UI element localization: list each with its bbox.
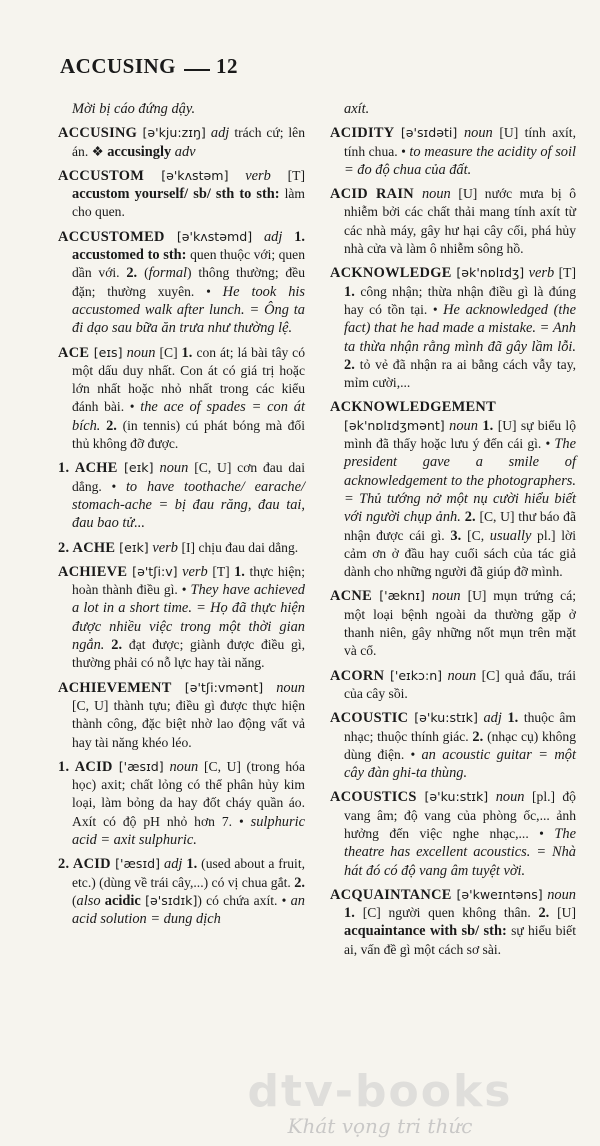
headword: ACIDITY (330, 125, 401, 142)
part-of-speech: noun (263, 679, 305, 696)
example-text: to measure the acidity of soil = đo độ chua của đất. (344, 143, 576, 178)
part-of-speech: noun (444, 417, 483, 434)
headword: 2. ACID (58, 856, 116, 873)
pronunciation: [ək'nɒlɪdʒ] (456, 265, 525, 281)
part-of-speech: noun (163, 758, 205, 775)
bold-text: 1. (507, 710, 524, 727)
part-of-speech: noun (122, 344, 160, 361)
page-number: 12 (216, 54, 239, 78)
example-text: sulphuric acid = axit sulphuric. (72, 813, 305, 848)
part-of-speech: adj (252, 228, 295, 245)
bold-text: 1. (344, 283, 361, 300)
headword: ACKNOWLEDGE (330, 265, 457, 282)
example-text: also (76, 892, 101, 909)
part-of-speech: adj (160, 856, 187, 873)
definition-text: con át; lá bài tây có một dấu duy nhất. Con át có giá trị hoặc lớn nhất hoặc nhỏ nhất trong các kiểu đánh bài. • (72, 344, 306, 415)
dictionary-entry (58, 124, 305, 161)
pronunciation: [ə'ku:stɪk] (414, 710, 478, 726)
bold-text: acidic (104, 892, 146, 909)
dictionary-entry (58, 539, 305, 557)
example-text: an acid solution = dung dịch (72, 892, 305, 928)
bold-text: 2. (294, 874, 305, 891)
headword: 2. ACHE (58, 539, 120, 556)
definition-text: [U] (557, 905, 576, 921)
part-of-speech: noun (442, 667, 482, 684)
dictionary-entry (58, 563, 305, 673)
dictionary-entry (330, 185, 576, 258)
definition-text: [C, U] thành tựu; điều gì được thực hiện thành công, đặc biệt nhờ lao động vất vả hay tài năng khéo léo. (72, 697, 305, 750)
definition-text: [U] nước mưa bị ô nhiễm bởi các chất thải mang tính axít từ các nhà máy, gây hư hại cây cối, phá hủy nhà cửa và làm ô nhiễm sông hồ. (344, 186, 576, 257)
definition-text: ( (144, 265, 149, 281)
definition-text: [pl.] độ vang âm; độ vang của phòng ốc,... ảnh hưởng đến việc nghe nhạc,... • (344, 789, 576, 841)
dictionary-entry (58, 344, 305, 454)
definition-text: thuộc âm nhạc; thuộc thính giác. (344, 710, 576, 744)
definition-text: ( (72, 892, 77, 908)
definition-text: [T] (558, 265, 576, 281)
definition-text: [U] mụn trứng cá; một loại bệnh ngoài da thường gặp ở thanh niên, gây những nốt mụn trên mặt và cổ. (344, 588, 577, 659)
example-text: usually (489, 527, 532, 544)
pronunciation: ['æknɪ] (379, 588, 425, 604)
definition-text: pl.] lời cảm ơn ở đầu hay cuối sách của tác giả dành cho những người đã giúp đỡ mình. (344, 527, 576, 580)
definition-text: [C, (467, 527, 490, 543)
bold-text: 1. (181, 344, 197, 361)
definition-text: [U] tính axít, tính chua. • (344, 125, 576, 159)
pronunciation: [ə'sɪdəti] (400, 125, 458, 141)
bold-text: 2. (106, 417, 123, 434)
pronunciation: [ə'tʃi:vmənt] (184, 679, 264, 695)
example-text: Mời bị cáo đứng dậy. (72, 101, 196, 117)
headword: ACCUSTOMED (58, 228, 177, 245)
headword: ACOUSTIC (330, 710, 415, 727)
dictionary-entry (58, 758, 305, 849)
definition-text: [C] (159, 344, 182, 360)
bold-text: accustom yourself/ sb/ sth to sth: (72, 186, 285, 203)
definition-text: [T] (287, 167, 305, 183)
headword: ACHIEVEMENT (58, 679, 185, 696)
bold-text: 3. (450, 527, 468, 544)
dictionary-entry (58, 459, 305, 532)
headword: 1. ACHE (58, 460, 124, 477)
definition-text: (nhạc cụ) không dùng điện. • (344, 728, 577, 762)
watermark-logo: dtv-books (247, 1066, 513, 1117)
example-text: to have toothache/ earache/ stomach-ache = bị đau răng, đau tai, đau bao tử... (72, 478, 305, 532)
example-text: The theatre has excellent acoustics. = Nhà hát đó có độ vang âm tuyệt vời. (344, 825, 576, 879)
headword: ACNE (330, 588, 380, 605)
definition-text: ) thông thường; đều đặn; thường xuyên. • (72, 265, 305, 299)
definition-text: [C] người quen không thân. (362, 905, 539, 921)
definition-text: [C, U] cơn đau dai dẳng. • (72, 460, 305, 494)
dictionary-entry (58, 855, 305, 928)
pronunciation: [ə'ku:stɪk] (424, 789, 489, 805)
pronunciation: ['æsɪd] (115, 856, 161, 872)
headword: ACCUSTOM (58, 167, 162, 184)
headword: ACQUAINTANCE (330, 886, 457, 903)
bold-text: 1. (234, 563, 250, 580)
headword: ACKNOWLEDGEMENT (330, 399, 496, 416)
part-of-speech: noun (542, 886, 576, 903)
example-text: axít. (344, 101, 370, 117)
headword: ACID RAIN (330, 186, 422, 203)
part-of-speech: noun (424, 588, 468, 605)
bold-text: 1. (186, 856, 202, 873)
pronunciation: [ə'kweɪntəns] (456, 886, 543, 902)
dictionary-entry (330, 667, 576, 704)
pronunciation: [ə'tʃi:v] (132, 563, 178, 579)
right-column (330, 100, 576, 965)
bold-text: 2. (344, 356, 360, 373)
dictionary-entry (330, 398, 576, 581)
part-of-speech: noun (421, 186, 459, 203)
definition-text: [C] quả đấu, trái của cây sồi. (344, 667, 576, 701)
watermark-tagline: Khát vọng tri thức (287, 1114, 473, 1138)
dictionary-entry (330, 264, 576, 392)
pronunciation: [ə'kʌstəm] (161, 167, 229, 183)
pronunciation: [ə'sɪdɪk] (145, 892, 198, 908)
example-text: They have achieved a lot in a short time. = Họ đã thực hiện được nhiều việc trong một thời gian ngắn. (72, 582, 305, 654)
headword: ACCUSING (58, 125, 143, 142)
definition-text: quen thuộc với; quen dần với. (72, 247, 305, 281)
dictionary-entry (58, 679, 305, 752)
bold-text: 2. (111, 637, 129, 654)
pronunciation: [eɪs] (93, 344, 123, 360)
bold-text: 2. (126, 265, 145, 282)
headword: ACHIEVE (58, 563, 133, 580)
dictionary-entry (330, 709, 576, 782)
definition-text: (used about a fruit, etc.) (dùng về trái cây,...) có vị chua gắt. (72, 856, 305, 890)
continued-text (330, 100, 576, 118)
bold-text: 1. (344, 905, 363, 922)
definition-text: [C, U] (trong hóa học) axit; chất lỏng có thể phân hủy kim loại, làm bỏng da hay đốt cháy quần áo. Axít có độ pH nhỏ hơn 7. • (72, 758, 305, 829)
dictionary-entry (330, 587, 576, 660)
definition-text: [I] chịu đau dai dẳng. (181, 539, 299, 555)
bold-text: accusingly (107, 143, 175, 160)
example-text: the ace of spades = con át bích. (72, 399, 306, 434)
bold-text: 2. (464, 509, 480, 526)
dictionary-entry (58, 228, 305, 338)
definition-text: ) có chứa axít. • (197, 892, 291, 908)
dictionary-entry (330, 124, 576, 179)
pronunciation: [ə'kju:zɪŋ] (142, 125, 206, 141)
definition-text: sự hiểu biết ai, vấn đề gì một cách sơ sài. (344, 923, 576, 957)
watermark (180, 1066, 580, 1138)
part-of-speech: noun (488, 789, 533, 806)
definition-text: [U] sự biểu lộ mình đã thấy hoặc lưu ý đến cái gì. • (344, 417, 576, 452)
bold-text: 1. accustomed to sth: (72, 228, 305, 264)
part-of-speech: adj (477, 710, 508, 727)
definition-text: [C, U] thư báo đã nhận được cái gì. (344, 509, 576, 543)
page-header (60, 54, 238, 79)
dictionary-entry (58, 167, 305, 222)
part-of-speech: adv (174, 143, 196, 160)
definition-text: [T] (212, 563, 235, 579)
definition-text: trách cứ; lên án. ❖ (72, 125, 305, 159)
dictionary-entry (330, 788, 576, 879)
bold-text: 2. (538, 905, 558, 922)
definition-text: tỏ vẻ đã nhận ra ai bằng cách vẫy tay, mỉm cười,... (344, 356, 577, 391)
example-text: The president gave a smile of acknowledgement to the photographers. = Thủ tướng nở một nụ cười hiểu biết với người chụp ảnh. (344, 436, 576, 526)
pronunciation: [eɪk] (123, 460, 154, 476)
example-text: formal (148, 265, 188, 282)
headword: 1. ACID (58, 758, 119, 775)
dictionary-entry (330, 886, 576, 959)
pronunciation: [ək'nɒlɪdʒmənt] (344, 417, 445, 433)
example-text: He acknowledged (the fact) that he had made a mistake. = Anh ta thừa nhận rằng mình đã gây lầm lỗi. (344, 301, 576, 355)
definition-text: thực hiện; hoàn thành điều gì. • (72, 563, 305, 598)
definition-text: làm cho quen. (72, 186, 305, 220)
pronunciation: [eɪk] (119, 539, 149, 555)
running-head-word: ACCUSING (60, 54, 177, 78)
part-of-speech: verb (524, 265, 559, 282)
part-of-speech: verb (148, 539, 182, 556)
example-text: an acoustic guitar = một cây đàn ghi-ta thùng. (344, 746, 577, 782)
part-of-speech: verb (228, 167, 288, 184)
headword: ACOUSTICS (330, 789, 425, 806)
continued-text (58, 100, 305, 118)
part-of-speech: noun (153, 460, 195, 477)
part-of-speech: verb (177, 563, 213, 580)
left-column (58, 100, 305, 934)
part-of-speech: noun (457, 125, 500, 142)
pronunciation: ['eɪkɔ:n] (389, 667, 443, 683)
definition-text: (in tennis) cú phát bóng mà đối thủ không đỡ được. (72, 417, 306, 452)
pronunciation: ['æsɪd] (118, 758, 164, 774)
bold-text: 2. (472, 728, 488, 745)
pronunciation: [ə'kʌstəmd] (176, 228, 253, 244)
example-text: He took his accustomed walk after lunch. = Ông ta đi dạo sau bữa ăn trưa như thường lệ. (72, 283, 305, 337)
bold-text: acquaintance with sb/ sth: (344, 923, 512, 940)
headword: ACE (58, 344, 94, 361)
part-of-speech: adj (205, 125, 235, 142)
definition-text: đạt được; giành được điều gì, thường phải có nỗ lực hay tài năng. (72, 637, 305, 671)
definition-text: công nhận; thừa nhận điều gì là đúng hay có tồn tại. • (344, 283, 576, 317)
bold-text: 1. (482, 417, 498, 434)
headword: ACORN (330, 667, 390, 684)
header-rule (184, 69, 210, 71)
